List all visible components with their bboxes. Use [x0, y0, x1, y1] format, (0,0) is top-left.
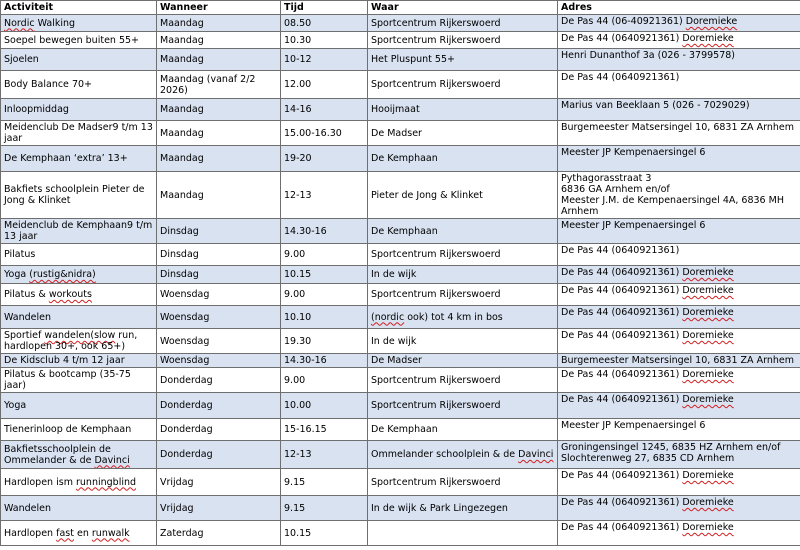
cell-waar: Sportcentrum Rijkerswoerd — [368, 469, 558, 496]
cell-waar: Sportcentrum Rijkerswoerd — [368, 32, 558, 49]
cell-adres — [558, 146, 800, 172]
address-line: De Pas 44 (0640921361) — [561, 72, 680, 83]
cell-adres — [558, 469, 800, 496]
address-line: De Pas 44 (0640921361) Doremieke — [561, 285, 734, 296]
cell-adres — [558, 329, 800, 354]
col-header-adres: Adres — [558, 1, 800, 15]
cell-adres — [558, 419, 800, 441]
cell-adres — [558, 393, 800, 419]
cell-waar: Sportcentrum Rijkerswoerd — [368, 71, 558, 99]
cell-waar: De Madser — [368, 354, 558, 368]
cell-wanneer: Maandag — [157, 99, 281, 121]
cell-wanneer: Maandag (vanaf 2/2 2026) — [157, 71, 281, 99]
table-row — [1, 121, 800, 146]
cell-waar: De Madser — [368, 121, 558, 146]
cell-tijd: 19-20 — [281, 146, 368, 172]
cell-wanneer: Dinsdag — [157, 266, 281, 284]
address-line: De Pas 44 (0640921361) Doremieke — [561, 522, 734, 533]
cell-activiteit: Nordic Walking — [1, 15, 157, 32]
address-line: De Pas 44 (0640921361) Doremieke — [561, 470, 734, 481]
cell-tijd: 9.00 — [281, 244, 368, 266]
address-line: Henri Dunanthof 3a (026 - 3799578) — [561, 50, 735, 61]
cell-activiteit: Hardlopen fast en runwalk — [1, 521, 157, 546]
cell-waar: Sportcentrum Rijkerswoerd — [368, 284, 558, 306]
cell-tijd: 9.15 — [281, 496, 368, 521]
table-row — [1, 146, 800, 172]
cell-activiteit: Wandelen — [1, 496, 157, 521]
table-row — [1, 419, 800, 441]
cell-activiteit: Soepel bewegen buiten 55+ — [1, 32, 157, 49]
table-body — [1, 15, 800, 546]
address-line: Groningensingel 1245, 6835 HZ Arnhem en/of — [561, 442, 781, 453]
address-line: De Pas 44 (0640921361) Doremieke — [561, 267, 734, 278]
address-line: De Pas 44 (0640921361) Doremieke — [561, 33, 734, 44]
cell-activiteit: Wandelen — [1, 306, 157, 329]
cell-activiteit: Pilatus — [1, 244, 157, 266]
cell-activiteit: Hardlopen ism runningblind — [1, 469, 157, 496]
table-row — [1, 354, 800, 368]
cell-tijd: 9.00 — [281, 368, 368, 393]
cell-adres — [558, 49, 800, 71]
cell-activiteit: Meidenclub de Kemphaan9 t/m 13 jaar — [1, 219, 157, 244]
col-header-waar: Waar — [368, 1, 558, 15]
cell-waar: Sportcentrum Rijkerswoerd — [368, 393, 558, 419]
cell-wanneer: Maandag — [157, 15, 281, 32]
cell-waar: Sportcentrum Rijkerswoerd — [368, 15, 558, 32]
cell-wanneer: Maandag — [157, 49, 281, 71]
table-row — [1, 172, 800, 219]
table-row — [1, 496, 800, 521]
cell-tijd: 19.30 — [281, 329, 368, 354]
cell-wanneer: Donderdag — [157, 419, 281, 441]
cell-wanneer: Vrijdag — [157, 496, 281, 521]
cell-tijd: 14.30-16 — [281, 354, 368, 368]
cell-adres — [558, 121, 800, 146]
cell-adres — [558, 284, 800, 306]
cell-adres — [558, 266, 800, 284]
cell-tijd: 10-12 — [281, 49, 368, 71]
cell-wanneer: Donderdag — [157, 441, 281, 469]
cell-waar: De Kemphaan — [368, 219, 558, 244]
address-line: Burgemeester Matsersingel 10, 6831 ZA Arnhem — [561, 122, 794, 133]
table-row — [1, 521, 800, 546]
table-row — [1, 99, 800, 121]
col-header-activiteit: Activiteit — [1, 1, 157, 15]
address-line: De Pas 44 (06-40921361) Doremieke — [561, 16, 738, 27]
cell-activiteit: Pilatus & workouts — [1, 284, 157, 306]
cell-tijd: 9.00 — [281, 284, 368, 306]
cell-adres — [558, 219, 800, 244]
cell-waar: In de wijk — [368, 266, 558, 284]
cell-adres — [558, 306, 800, 329]
cell-adres — [558, 354, 800, 368]
cell-tijd: 10.15 — [281, 266, 368, 284]
address-line: De Pas 44 (0640921361) Doremieke — [561, 497, 734, 508]
table-row — [1, 469, 800, 496]
table-row — [1, 71, 800, 99]
cell-wanneer: Woensdag — [157, 354, 281, 368]
cell-wanneer: Donderdag — [157, 368, 281, 393]
col-header-wanneer: Wanneer — [157, 1, 281, 15]
cell-activiteit: Tienerinloop de Kemphaan — [1, 419, 157, 441]
cell-activiteit: Body Balance 70+ — [1, 71, 157, 99]
cell-waar: De Kemphaan — [368, 419, 558, 441]
cell-wanneer: Dinsdag — [157, 219, 281, 244]
cell-tijd: 14.30-16 — [281, 219, 368, 244]
address-line: Meester JP Kempenaersingel 6 — [561, 220, 706, 231]
cell-wanneer: Zaterdag — [157, 521, 281, 546]
cell-waar: In de wijk — [368, 329, 558, 354]
cell-activiteit: Meidenclub De Madser9 t/m 13 jaar — [1, 121, 157, 146]
cell-wanneer: Vrijdag — [157, 469, 281, 496]
cell-wanneer: Dinsdag — [157, 244, 281, 266]
cell-wanneer: Donderdag — [157, 393, 281, 419]
cell-tijd: 10.30 — [281, 32, 368, 49]
cell-activiteit: Bakfiets schoolplein Pieter de Jong & Klinket — [1, 172, 157, 219]
cell-tijd: 15-16.15 — [281, 419, 368, 441]
cell-adres — [558, 521, 800, 546]
table-row — [1, 441, 800, 469]
address-line: 6836 GA Arnhem en/of — [561, 184, 670, 195]
table-row — [1, 368, 800, 393]
cell-adres — [558, 441, 800, 469]
col-header-tijd: Tijd — [281, 1, 368, 15]
cell-activiteit: De Kemphaan ‘extra’ 13+ — [1, 146, 157, 172]
address-line: Meester JP Kempenaersingel 6 — [561, 420, 706, 431]
cell-adres — [558, 15, 800, 32]
address-line: Slochterenweg 27, 6835 CD Arnhem — [561, 453, 735, 464]
cell-wanneer: Woensdag — [157, 306, 281, 329]
cell-activiteit: De Kidsclub 4 t/m 12 jaar — [1, 354, 157, 368]
address-line: De Pas 44 (0640921361) Doremieke — [561, 369, 734, 380]
cell-activiteit: Sjoelen — [1, 49, 157, 71]
cell-activiteit: Yoga — [1, 393, 157, 419]
cell-wanneer: Maandag — [157, 146, 281, 172]
table-row — [1, 306, 800, 329]
cell-tijd: 15.00-16.30 — [281, 121, 368, 146]
table-row — [1, 393, 800, 419]
cell-activiteit: Bakfietsschoolplein de Ommelander & de Davinci — [1, 441, 157, 469]
cell-tijd: 10.10 — [281, 306, 368, 329]
cell-adres — [558, 71, 800, 99]
table-row — [1, 266, 800, 284]
cell-activiteit: Sportief wandelen(slow run, hardlopen 30+, ook 65+) — [1, 329, 157, 354]
table-row — [1, 219, 800, 244]
cell-waar: Het Pluspunt 55+ — [368, 49, 558, 71]
address-line: Pythagorasstraat 3 — [561, 173, 652, 184]
address-line: De Pas 44 (0640921361) Doremieke — [561, 307, 734, 318]
cell-tijd: 10.15 — [281, 521, 368, 546]
cell-waar: Sportcentrum Rijkerswoerd — [368, 368, 558, 393]
cell-wanneer: Woensdag — [157, 329, 281, 354]
address-line: De Pas 44 (0640921361) Doremieke — [561, 394, 734, 405]
cell-activiteit: Yoga (rustig&nidra) — [1, 266, 157, 284]
table-row — [1, 32, 800, 49]
cell-waar: In de wijk & Park Lingezegen — [368, 496, 558, 521]
cell-activiteit: Pilatus & bootcamp (35-75 jaar) — [1, 368, 157, 393]
table-row — [1, 49, 800, 71]
cell-wanneer: Maandag — [157, 121, 281, 146]
cell-tijd: 12-13 — [281, 441, 368, 469]
cell-activiteit: Inloopmiddag — [1, 99, 157, 121]
address-line: De Pas 44 (0640921361) — [561, 245, 680, 256]
cell-adres — [558, 32, 800, 49]
cell-waar: De Kemphaan — [368, 146, 558, 172]
table-row — [1, 15, 800, 32]
cell-tijd: 10.00 — [281, 393, 368, 419]
table-row — [1, 244, 800, 266]
address-line: Marius van Beeklaan 5 (026 - 7029029) — [561, 100, 750, 111]
cell-waar: Hooijmaat — [368, 99, 558, 121]
address-line: De Pas 44 (0640921361) Doremieke — [561, 330, 734, 341]
cell-tijd: 9.15 — [281, 469, 368, 496]
cell-waar: Ommelander schoolplein & de Davinci — [368, 441, 558, 469]
cell-waar: (nordic ook) tot 4 km in bos — [368, 306, 558, 329]
cell-tijd: 14-16 — [281, 99, 368, 121]
table-row — [1, 284, 800, 306]
cell-wanneer: Woensdag — [157, 284, 281, 306]
cell-wanneer: Maandag — [157, 172, 281, 219]
address-line: Meester J.M. de Kempenaersingel 4A, 6836 MH Arnhem — [561, 195, 784, 217]
cell-adres — [558, 99, 800, 121]
cell-tijd: 08.50 — [281, 15, 368, 32]
cell-waar: Pieter de Jong & Klinket — [368, 172, 558, 219]
cell-tijd: 12.00 — [281, 71, 368, 99]
cell-waar — [368, 521, 558, 546]
header-row — [1, 1, 800, 15]
cell-adres — [558, 172, 800, 219]
table-row — [1, 329, 800, 354]
cell-waar: Sportcentrum Rijkerswoerd — [368, 244, 558, 266]
cell-adres — [558, 368, 800, 393]
cell-adres — [558, 496, 800, 521]
cell-adres — [558, 244, 800, 266]
cell-wanneer: Maandag — [157, 32, 281, 49]
cell-tijd: 12-13 — [281, 172, 368, 219]
address-line: Meester JP Kempenaersingel 6 — [561, 147, 706, 158]
address-line: Burgemeester Matsersingel 10, 6831 ZA Arnhem — [561, 355, 794, 366]
